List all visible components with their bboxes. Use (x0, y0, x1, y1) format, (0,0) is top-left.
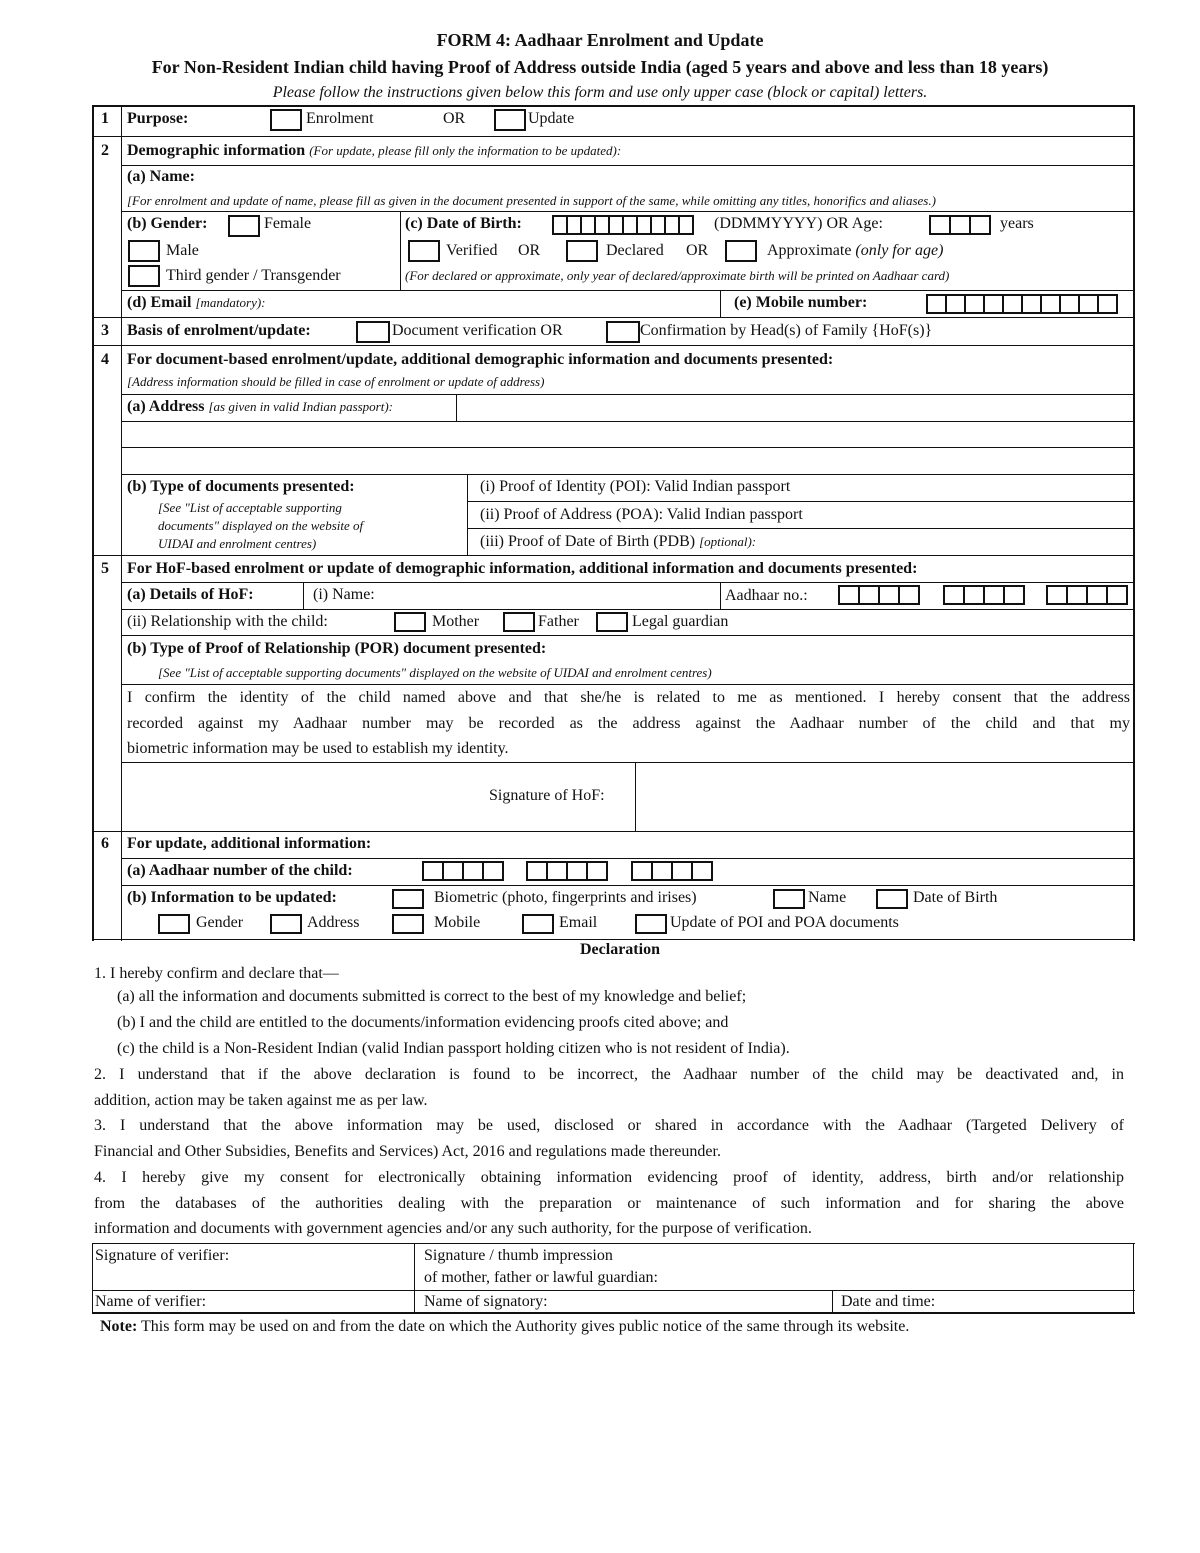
or-text: OR (443, 110, 466, 127)
pdb-field[interactable] (480, 533, 756, 551)
hline (121, 858, 1134, 859)
vline (303, 582, 304, 609)
address-update-label: Address (307, 914, 360, 931)
vline (635, 762, 636, 831)
por-label: (b) Type of Proof of Relationship (POR) document presented: (127, 640, 547, 657)
footer-note (100, 1318, 909, 1336)
third-gender-label: Third gender / Transgender (166, 267, 341, 284)
document-verification-label: Document verification OR (392, 322, 563, 339)
guardian-label: Legal guardian (632, 613, 729, 630)
hof-confirmation-text (127, 685, 1130, 762)
hof-based-heading: For HoF-based enrolment or update of demographic information, additional information and documents presented: (127, 560, 918, 577)
enrolment-checkbox[interactable] (270, 109, 302, 131)
verified-label: Verified (446, 242, 498, 259)
section-number: 5 (101, 560, 109, 577)
hline (92, 1243, 1135, 1244)
docs-presented-label: (b) Type of documents presented: (127, 478, 355, 495)
child-aadhaar-cells-1[interactable] (422, 861, 502, 881)
vline (720, 290, 721, 317)
poi-text: (i) Proof of Identity (POI): Valid Indian passport (480, 478, 791, 495)
hline (121, 211, 1134, 212)
hline (92, 136, 1135, 137)
docs-note-line: documents" displayed on the website of (158, 518, 364, 533)
third-gender-checkbox[interactable] (128, 265, 160, 287)
update-label: Update (528, 110, 575, 127)
email-label: (d) Email (127, 294, 192, 311)
section-number: 6 (101, 835, 109, 852)
info-to-update-label: (b) Information to be updated: (127, 889, 337, 906)
hline (92, 317, 1135, 318)
child-aadhaar-label: (a) Aadhaar number of the child: (127, 862, 353, 879)
demographic-note: (For update, please fill only the information to be updated): (309, 143, 622, 158)
email-note: [mandatory): (195, 295, 266, 310)
address-note: [as given in valid Indian passport): (208, 399, 394, 414)
address-info-note: [Address information should be filled in case of enrolment or update of address) (127, 374, 545, 389)
enrolment-label: Enrolment (306, 110, 374, 127)
declaration-line: information and documents with government agencies and/or any such authority, for the purpose of verification. (94, 1220, 812, 1237)
form-subtitle: For Non-Resident Indian child having Proof of Address outside India (aged 5 years and above and less than 18 years) (151, 57, 1049, 77)
update-checkbox[interactable] (494, 109, 526, 131)
or-text: OR (518, 242, 541, 259)
hof-name-label[interactable]: (i) Name: (313, 586, 375, 603)
address-label: (a) Address (127, 398, 205, 415)
hof-aadhaar-cells-1[interactable] (838, 585, 918, 605)
hline (121, 447, 1134, 448)
dob-update-checkbox[interactable] (876, 889, 908, 909)
por-note: [See "List of acceptable supporting documents" displayed on the website of UIDAI and enrolment centres) (158, 665, 712, 680)
gender-update-label: Gender (196, 914, 244, 931)
dob-cells[interactable] (552, 215, 692, 235)
verifier-name-label[interactable]: Name of verifier: (95, 1293, 207, 1310)
hline (92, 555, 1135, 556)
mother-checkbox[interactable] (394, 612, 426, 632)
mother-label: Mother (432, 613, 480, 630)
gender-label: (b) Gender: (127, 215, 208, 232)
mobile-update-checkbox[interactable] (392, 914, 424, 934)
vline (720, 582, 721, 609)
child-aadhaar-cells-2[interactable] (526, 861, 606, 881)
vline (467, 474, 468, 555)
declaration-line: 3. I understand that the above information may be used, disclosed or shared in accordance with the Aadhaar (Targeted Delivery of (94, 1117, 1124, 1134)
hof-confirmation-label: Confirmation by Head(s) of Family {HoF(s)} (640, 322, 933, 339)
poi-poa-update-checkbox[interactable] (635, 914, 667, 934)
male-label: Male (166, 242, 199, 259)
frame-left (92, 105, 94, 941)
guardian-signature-label-2: of mother, father or lawful guardian: (424, 1269, 658, 1286)
declaration-item: 1. I hereby confirm and declare that— (94, 965, 339, 982)
hline (121, 885, 1134, 886)
email-update-checkbox[interactable] (522, 914, 554, 934)
vline (456, 394, 457, 421)
declaration-para-2 (94, 1062, 1124, 1113)
declaration-item: (b) I and the child are entitled to the documents/information evidencing proofs cited above; and (117, 1014, 729, 1031)
declared-label: Declared (606, 242, 664, 259)
vline (832, 1290, 833, 1313)
confirm-line: I confirm the identity of the child named above and that she/he is related to me as mentioned. I hereby consent that the address (127, 689, 1130, 706)
male-checkbox[interactable] (128, 240, 160, 262)
approximate-note: (only for age) (855, 242, 944, 259)
declaration-line: from the databases of the authorities dealing with the preparation or maintenance of such information and for sharing the above (94, 1194, 1124, 1212)
name-label: (a) Name: (127, 168, 195, 185)
demographic-heading (127, 142, 621, 160)
email-field[interactable] (127, 294, 266, 312)
docs-note-line: [See "List of acceptable supporting (158, 500, 342, 515)
section-number: 2 (101, 142, 109, 159)
confirm-line: biometric information may be used to establish my identity. (127, 740, 509, 757)
relationship-label: (ii) Relationship with the child: (127, 613, 328, 630)
dob-note: (For declared or approximate, only year of declared/approximate birth will be printed on Aadhaar card) (405, 268, 950, 283)
form-instruction: Please follow the instructions given below this form and use only upper case (block or capital) letters. (272, 84, 928, 101)
basis-label: Basis of enrolment/update: (127, 322, 311, 339)
hline (92, 1290, 1135, 1291)
hline (121, 394, 1134, 395)
confirm-line: recorded against my Aadhaar number may be recorded as the address against the Aadhaar number of the child and that my (127, 714, 1130, 732)
dob-label: (c) Date of Birth: (405, 215, 522, 232)
mobile-update-label: Mobile (434, 914, 481, 931)
guardian-signature-label[interactable]: Signature / thumb impression (424, 1247, 613, 1264)
vline (1133, 1243, 1134, 1313)
approximate-checkbox[interactable] (725, 240, 757, 262)
section-number: 4 (101, 351, 109, 368)
hof-signature-label: Signature of HoF: (489, 787, 605, 804)
hline (121, 609, 1134, 610)
signatory-name-label[interactable]: Name of signatory: (424, 1293, 548, 1310)
frame-right (1133, 105, 1135, 941)
hline (121, 582, 1134, 583)
purpose-label: Purpose: (127, 110, 189, 127)
name-note: [For enrolment and update of name, please fill as given in the document presented in support of the same, while omitting any titles, honorifics and aliases.) (127, 193, 936, 208)
mobile-cells[interactable] (926, 294, 1116, 314)
section-number: 3 (101, 322, 109, 339)
biometric-label: Biometric (photo, fingerprints and irises) (434, 889, 697, 906)
hof-confirmation-checkbox[interactable] (606, 321, 640, 343)
hline (121, 165, 1134, 166)
hof-details-label: (a) Details of HoF: (127, 586, 254, 603)
frame-num-col (121, 105, 122, 941)
female-label: Female (264, 215, 312, 232)
address-field[interactable] (127, 398, 393, 416)
declaration-para-4 (94, 1165, 1124, 1242)
email-update-label: Email (559, 914, 598, 931)
declaration-heading: Declaration (580, 941, 660, 958)
hline (121, 290, 1134, 291)
approximate-label: Approximate (767, 242, 852, 259)
pdb-label: (iii) Proof of Date of Birth (PDB) (480, 533, 696, 550)
note-label: Note: (100, 1318, 138, 1335)
or-text: OR (686, 242, 709, 259)
hline (467, 501, 1134, 502)
vline (92, 1243, 93, 1313)
mobile-label: (e) Mobile number: (734, 294, 868, 311)
female-checkbox[interactable] (228, 215, 260, 237)
age-cells[interactable] (929, 215, 989, 235)
hof-aadhaar-cells-3[interactable] (1046, 585, 1126, 605)
verifier-signature-label[interactable]: Signature of verifier: (95, 1247, 230, 1264)
section-number: 1 (101, 110, 109, 127)
hline (92, 105, 1135, 107)
hof-aadhaar-cells-2[interactable] (943, 585, 1023, 605)
dob-format: (DDMMYYYY) OR Age: (714, 215, 883, 232)
approximate-text (767, 242, 943, 260)
father-label: Father (538, 613, 579, 630)
hline (92, 831, 1135, 832)
pdb-note: [optional): (699, 534, 757, 549)
declaration-line: 2. I understand that if the above declaration is found to be incorrect, the Aadhaar number of the child may be deactivated and, in (94, 1066, 1124, 1083)
declaration-para-3 (94, 1113, 1124, 1164)
hline (121, 421, 1134, 422)
update-info-heading: For update, additional information: (127, 835, 372, 852)
note-text: This form may be used on and from the date on which the Authority gives public notice of the same through its website. (141, 1318, 910, 1335)
hline (121, 474, 1134, 475)
demographic-label: Demographic information (127, 142, 306, 159)
hline (121, 762, 1134, 763)
years-label: years (1000, 215, 1034, 232)
gender-update-checkbox[interactable] (158, 914, 190, 934)
name-update-checkbox[interactable] (773, 889, 805, 909)
hof-signature-area[interactable] (637, 764, 1132, 830)
declaration-line: addition, action may be taken against me as per law. (94, 1091, 428, 1109)
address-update-checkbox[interactable] (270, 914, 302, 934)
declaration-line: 4. I hereby give my consent for electronically obtaining information evidencing proof of identity, address, birth and/or relationship (94, 1169, 1124, 1186)
vline (414, 1243, 415, 1313)
hline (467, 528, 1134, 529)
biometric-checkbox[interactable] (392, 889, 424, 909)
verified-checkbox[interactable] (408, 240, 440, 262)
vline (400, 211, 401, 290)
docs-note-line: UIDAI and enrolment centres) (158, 536, 317, 551)
child-aadhaar-cells-3[interactable] (631, 861, 711, 881)
poi-poa-update-label: Update of POI and POA documents (670, 914, 899, 931)
guardian-checkbox[interactable] (596, 612, 628, 632)
date-time-label[interactable]: Date and time: (841, 1293, 936, 1310)
father-checkbox[interactable] (503, 612, 535, 632)
hof-aadhaar-label: Aadhaar no.: (725, 587, 808, 604)
hline (92, 939, 1135, 940)
document-based-heading: For document-based enrolment/update, additional demographic information and documents presented: (127, 351, 834, 368)
hline (92, 345, 1135, 346)
hline (121, 635, 1134, 636)
dob-update-label: Date of Birth (913, 889, 998, 906)
document-verification-checkbox[interactable] (356, 321, 390, 343)
poa-text: (ii) Proof of Address (POA): Valid Indian passport (480, 506, 803, 523)
declaration-item: (c) the child is a Non-Resident Indian (valid Indian passport holding citizen who is not resident of India). (117, 1040, 790, 1057)
form-title: FORM 4: Aadhaar Enrolment and Update (436, 30, 764, 50)
hline (92, 1312, 1135, 1314)
name-update-label: Name (808, 889, 847, 906)
declaration-item: (a) all the information and documents submitted is correct to the best of my knowledge and belief; (117, 988, 747, 1005)
declaration-line: Financial and Other Subsidies, Benefits and Services) Act, 2016 and regulations made thereunder. (94, 1142, 721, 1160)
declared-checkbox[interactable] (566, 240, 598, 262)
